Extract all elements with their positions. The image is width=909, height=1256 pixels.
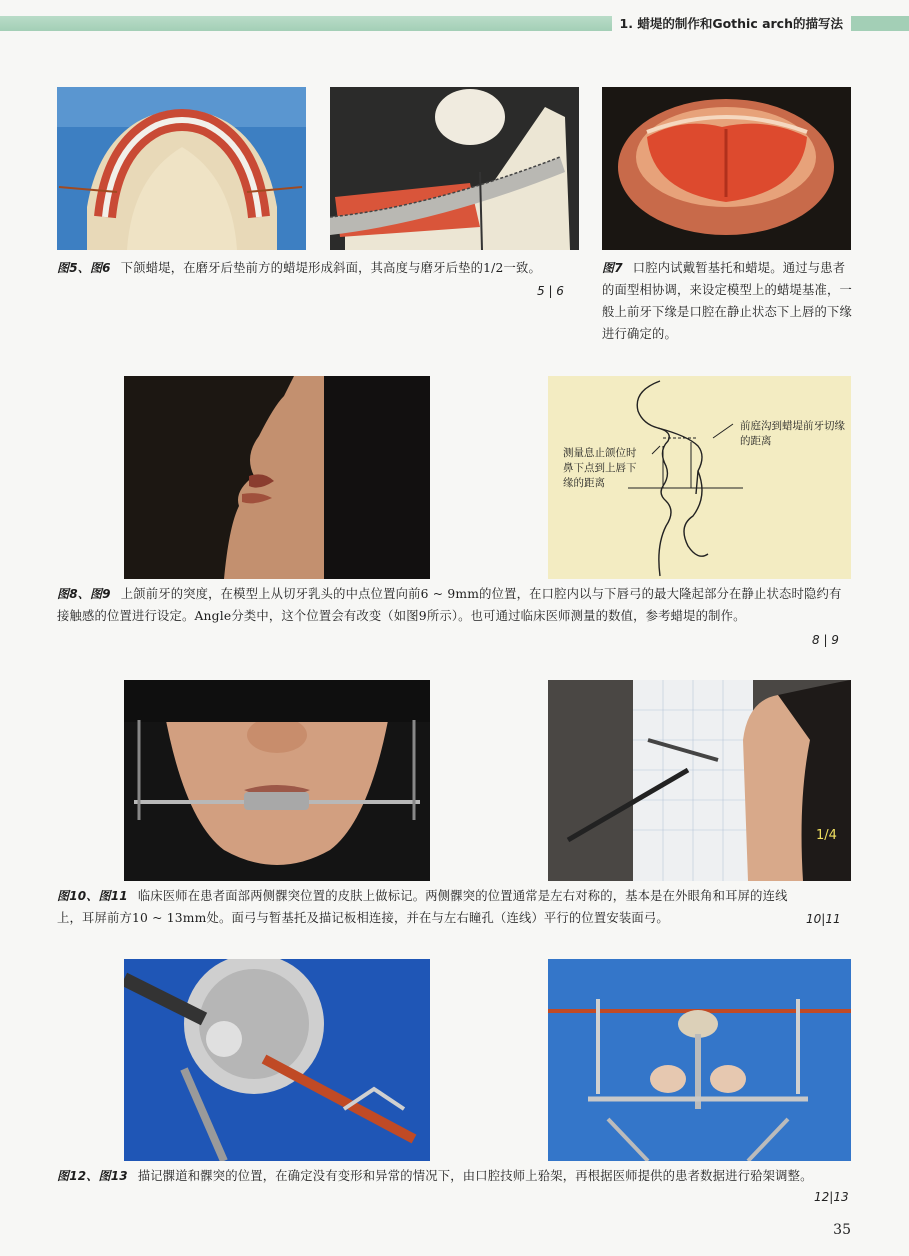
caption-fig8-9 [57,583,852,627]
figure-9-diagram [548,376,851,579]
figure-13-photo [548,959,851,1161]
caption-fig7 [602,257,852,345]
figure-8-photo [124,376,430,579]
caption-fig10-11 [57,885,797,929]
caption-text: 口腔内试戴暂基托和蜡堤。通过与患者的面型相协调，来设定模型上的蜡堤基准，一般上前牙下缘是口腔在静止状态下上唇的下缘进行确定的。 [602,261,852,341]
figure-ref-10-11: 10|11 [806,912,841,926]
caption-label: 图12、图13 [57,1169,128,1183]
caption-text: 描记髁道和髁突的位置，在确定没有变形和异常的情况下，由口腔技师上𬌗架，再根据医师提供的患者数据进行𬌗架调整。 [137,1169,813,1183]
figure-12-photo [124,959,430,1161]
page-number: 35 [833,1222,851,1238]
figure-11-photo-text: 1/4 [816,828,837,843]
caption-text: 临床医师在患者面部两侧髁突位置的皮肤上做标记。两侧髁突的位置通常是左右对称的，基本是在外眼角和耳屏的连线上，耳屏前方10 ~ 13mm处。面弓与暂基托及描记板相连接，并在与左右瞳孔（连线）平行的位置安装面弓。 [57,889,788,925]
diagram-label-right: 前庭沟到蜡堤前牙切缘的距离 [740,420,845,447]
figure-6-photo [330,87,579,250]
figure-10-photo [124,680,430,881]
caption-label: 图5、图6 [57,261,111,275]
caption-label: 图8、图9 [57,587,111,601]
figure-ref-5-6: 5 | 6 [537,284,564,298]
caption-fig5-6 [57,257,577,279]
caption-text: 上颌前牙的突度，在模型上从切牙乳头的中点位置向前6 ~ 9mm的位置，在口腔内以与下唇弓的最大隆起部分在静止状态时隐约有接触感的位置进行设定。Angle分类中，这个位置会有改变（如图9所示）。也可通过临床医师测量的数值，参考蜡堤的制作。 [57,587,842,623]
header-bar-tail [851,16,909,31]
figure-5-photo [57,87,306,250]
figure-ref-12-13: 12|13 [814,1190,849,1204]
diagram-label-left: 测量息止颌位时鼻下点到上唇下缘的距离 [563,447,637,489]
figure-11-photo [548,680,851,881]
figure-7-photo [602,87,851,250]
figure-ref-8-9: 8 | 9 [812,633,839,647]
caption-text: 下颌蜡堤，在磨牙后垫前方的蜡堤形成斜面，其高度与磨牙后垫的1/2一致。 [120,261,541,275]
caption-fig12-13 [57,1165,857,1187]
caption-label: 图10、图11 [57,889,128,903]
caption-label: 图7 [602,261,623,275]
chapter-title: 1. 蜡堤的制作和Gothic arch的描写法 [612,14,851,34]
